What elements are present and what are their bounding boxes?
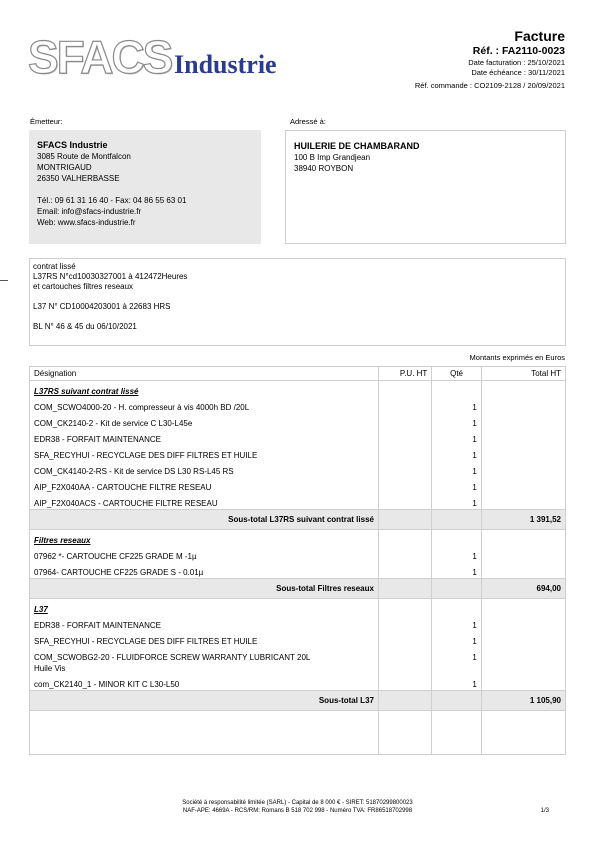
- empty-cell: [481, 733, 565, 755]
- item-designation-text: 07964- CARTOUCHE CF225 GRADE S - 0.01µ: [34, 567, 204, 577]
- empty-cell: [432, 599, 481, 616]
- item-designation: [30, 616, 379, 632]
- item-designation-text: AIP_F2X040AA - CARTOUCHE FILTRE RESEAU: [34, 482, 212, 492]
- item-designation-text: EDR38 - FORFAIT MAINTENANCE: [34, 434, 161, 444]
- subtotal-row: [30, 579, 566, 599]
- note-line: contrat lissé: [33, 262, 76, 271]
- empty-cell: [432, 381, 481, 398]
- recipient-label: Adressé à:: [290, 117, 326, 126]
- item-quantity: 1: [432, 398, 481, 414]
- item-designation-text: COM_CK4140-2-RS - Kit de service DS L30 RS-L45 RS: [34, 466, 234, 476]
- item-designation: [30, 675, 379, 691]
- empty-cell: [378, 691, 431, 711]
- item-unit-price: [378, 478, 431, 494]
- item-unit-price: [378, 446, 431, 462]
- empty-cell: [432, 579, 481, 599]
- item-total: [481, 446, 565, 462]
- note-line: L37 N° CD10004203001 à 22683 HRS: [33, 302, 171, 311]
- item-designation-text: COM_CK2140-2 - Kit de service C L30-L45e: [34, 418, 193, 428]
- subtotal-row: [30, 691, 566, 711]
- empty-cell: [30, 733, 379, 755]
- empty-cell: [432, 733, 481, 755]
- empty-cell: [481, 530, 565, 547]
- table-row: [30, 563, 566, 579]
- item-designation-text: SFA_RECYHUI - RECYCLAGE DES DIFF FILTRES ET HUILE: [34, 450, 258, 460]
- item-unit-price: [378, 675, 431, 691]
- col-unit-price: P.U. HT: [378, 367, 431, 381]
- issuer-label: Émetteur:: [30, 117, 63, 126]
- section-title: Filtres reseaux: [30, 530, 379, 547]
- section-row: [30, 530, 566, 547]
- item-designation: [30, 632, 379, 648]
- table-row: [30, 462, 566, 478]
- item-quantity: 1: [432, 632, 481, 648]
- item-designation-text: COM_SCWOBG2-20 - FLUIDFORCE SCREW WARRANTY LUBRICANT 20L: [34, 652, 311, 662]
- invoice-notes: [29, 258, 566, 346]
- empty-cell: [432, 530, 481, 547]
- subtotal-value: 1 391,52: [481, 510, 565, 530]
- note-line: et cartouches filtres reseaux: [33, 282, 134, 291]
- empty-cell: [432, 711, 481, 733]
- logo-subtitle: Industrie: [174, 50, 277, 79]
- footer-line-1: Société à responsabilité limitée (SARL) - Capital de 8 000 € - SIRET: 51870299800023: [182, 800, 413, 806]
- legal-footer: [0, 799, 595, 815]
- item-total: [481, 462, 565, 478]
- item-quantity: 1: [432, 547, 481, 563]
- empty-cell: [378, 711, 431, 733]
- issuer-address-3: 26350 VALHERBASSE: [37, 174, 120, 183]
- item-total: [481, 675, 565, 691]
- item-total: [481, 563, 565, 579]
- empty-cell: [432, 510, 481, 530]
- issuer-name: SFACS Industrie: [37, 140, 108, 150]
- section-row: [30, 381, 566, 398]
- empty-cell: [481, 381, 565, 398]
- subtotal-row: [30, 510, 566, 530]
- section-title: L37: [30, 599, 379, 616]
- recipient-name: HUILERIE DE CHAMBARAND: [294, 141, 420, 151]
- item-quantity: 1: [432, 648, 481, 675]
- currency-note: Montants exprimés en Euros: [469, 353, 565, 362]
- page-number: 1/3: [540, 808, 549, 814]
- footer-line-2: NAF-APE: 4669A - RCS/RM: Romans B 518 702 998 - Numéro TVA: FR86518702998: [182, 808, 413, 814]
- item-quantity: 1: [432, 446, 481, 462]
- empty-row: [30, 733, 566, 755]
- item-total: [481, 648, 565, 675]
- empty-cell: [378, 381, 431, 398]
- item-designation-text: AIP_F2X040ACS - CARTOUCHE FILTRE RESEAU: [34, 498, 218, 508]
- item-total: [481, 398, 565, 414]
- item-designation-text: SFA_RECYHUI - RECYCLAGE DES DIFF FILTRES ET HUILE: [34, 636, 258, 646]
- item-designation-extra: Huile Vis: [34, 663, 66, 673]
- subtotal-label: Sous-total L37RS suivant contrat lissé: [30, 510, 379, 530]
- item-designation: [30, 478, 379, 494]
- fold-mark: [0, 280, 8, 281]
- item-total: [481, 494, 565, 510]
- document-type: Facture: [514, 28, 565, 44]
- logo-brand: SFACS: [28, 31, 172, 83]
- recipient-address-1: 100 B Imp Grandjean: [294, 153, 371, 162]
- item-designation: [30, 462, 379, 478]
- empty-cell: [432, 691, 481, 711]
- issuer-email: Email: info@sfacs-industrie.fr: [37, 207, 142, 216]
- invoice-header: [305, 28, 565, 91]
- company-logo: [28, 31, 288, 83]
- subtotal-value: 1 105,90: [481, 691, 565, 711]
- item-designation-text: 07962 *- CARTOUCHE CF225 GRADE M -1µ: [34, 551, 197, 561]
- item-total: [481, 547, 565, 563]
- table-row: [30, 648, 566, 675]
- item-designation-text: com_CK2140_1 - MINOR KIT C L30-L50: [34, 679, 180, 689]
- item-quantity: 1: [432, 675, 481, 691]
- table-row: [30, 616, 566, 632]
- table-row: [30, 494, 566, 510]
- subtotal-label: Sous-total L37: [30, 691, 379, 711]
- item-designation: [30, 563, 379, 579]
- item-unit-price: [378, 430, 431, 446]
- item-unit-price: [378, 632, 431, 648]
- table-row: [30, 398, 566, 414]
- empty-cell: [378, 510, 431, 530]
- subtotal-label: Sous-total Filtres reseaux: [30, 579, 379, 599]
- item-unit-price: [378, 648, 431, 675]
- table-row: [30, 478, 566, 494]
- table-header-row: [30, 367, 566, 381]
- section-title: L37RS suivant contrat lissé: [30, 381, 379, 398]
- issuer-web: Web: www.sfacs-industrie.fr: [37, 218, 136, 227]
- item-total: [481, 478, 565, 494]
- item-quantity: 1: [432, 478, 481, 494]
- item-quantity: 1: [432, 563, 481, 579]
- issuer-address-2: MONTRIGAUD: [37, 163, 92, 172]
- item-quantity: 1: [432, 462, 481, 478]
- item-designation: [30, 547, 379, 563]
- issuer-phone: Tél.: 09 61 31 16 40 - Fax: 04 86 55 63 01: [37, 196, 187, 205]
- note-line: BL N° 46 & 45 du 06/10/2021: [33, 322, 137, 331]
- empty-cell: [378, 530, 431, 547]
- table-row: [30, 446, 566, 462]
- order-reference: Réf. commande : CO2109-2128 / 20/09/2021: [414, 81, 565, 90]
- item-total: [481, 414, 565, 430]
- table-row: [30, 414, 566, 430]
- item-quantity: 1: [432, 494, 481, 510]
- empty-cell: [481, 599, 565, 616]
- issuer-box: [29, 130, 261, 244]
- item-unit-price: [378, 398, 431, 414]
- item-unit-price: [378, 414, 431, 430]
- item-unit-price: [378, 494, 431, 510]
- empty-row: [30, 711, 566, 733]
- item-designation: [30, 494, 379, 510]
- item-designation: [30, 414, 379, 430]
- item-quantity: 1: [432, 414, 481, 430]
- item-quantity: 1: [432, 616, 481, 632]
- table-row: [30, 632, 566, 648]
- table-body: [30, 381, 566, 755]
- subtotal-value: 694,00: [481, 579, 565, 599]
- invoice-reference: Réf. : FA2110-0023: [472, 45, 565, 57]
- item-designation-text: EDR38 - FORFAIT MAINTENANCE: [34, 620, 161, 630]
- invoice-date: Date facturation : 25/10/2021: [468, 58, 565, 67]
- item-quantity: 1: [432, 430, 481, 446]
- issuer-address-1: 3085 Route de Montfalcon: [37, 152, 131, 161]
- col-quantity: Qté: [432, 367, 481, 381]
- note-line: L37RS N°cd10030327001 à 412472Heures: [33, 272, 188, 281]
- item-unit-price: [378, 563, 431, 579]
- item-unit-price: [378, 547, 431, 563]
- item-designation: [30, 446, 379, 462]
- empty-cell: [378, 599, 431, 616]
- item-total: [481, 616, 565, 632]
- col-total: Total HT: [481, 367, 565, 381]
- item-unit-price: [378, 462, 431, 478]
- table-row: [30, 547, 566, 563]
- section-row: [30, 599, 566, 616]
- item-designation: [30, 398, 379, 414]
- empty-cell: [481, 711, 565, 733]
- due-date: Date échéance : 30/11/2021: [471, 67, 565, 77]
- item-designation-text: COM_SCWO4000-20 - H. compresseur à vis 4000h BD /20L: [34, 402, 250, 412]
- empty-cell: [30, 711, 379, 733]
- empty-cell: [378, 733, 431, 755]
- item-total: [481, 430, 565, 446]
- col-designation: Désignation: [30, 367, 379, 381]
- item-unit-price: [378, 616, 431, 632]
- recipient-address-2: 38940 ROYBON: [294, 164, 354, 173]
- item-designation: [30, 430, 379, 446]
- empty-cell: [378, 579, 431, 599]
- table-row: [30, 675, 566, 691]
- recipient-box: [285, 130, 566, 244]
- table-row: [30, 430, 566, 446]
- invoice-lines-table: [29, 366, 566, 755]
- item-designation: [30, 648, 379, 675]
- item-total: [481, 632, 565, 648]
